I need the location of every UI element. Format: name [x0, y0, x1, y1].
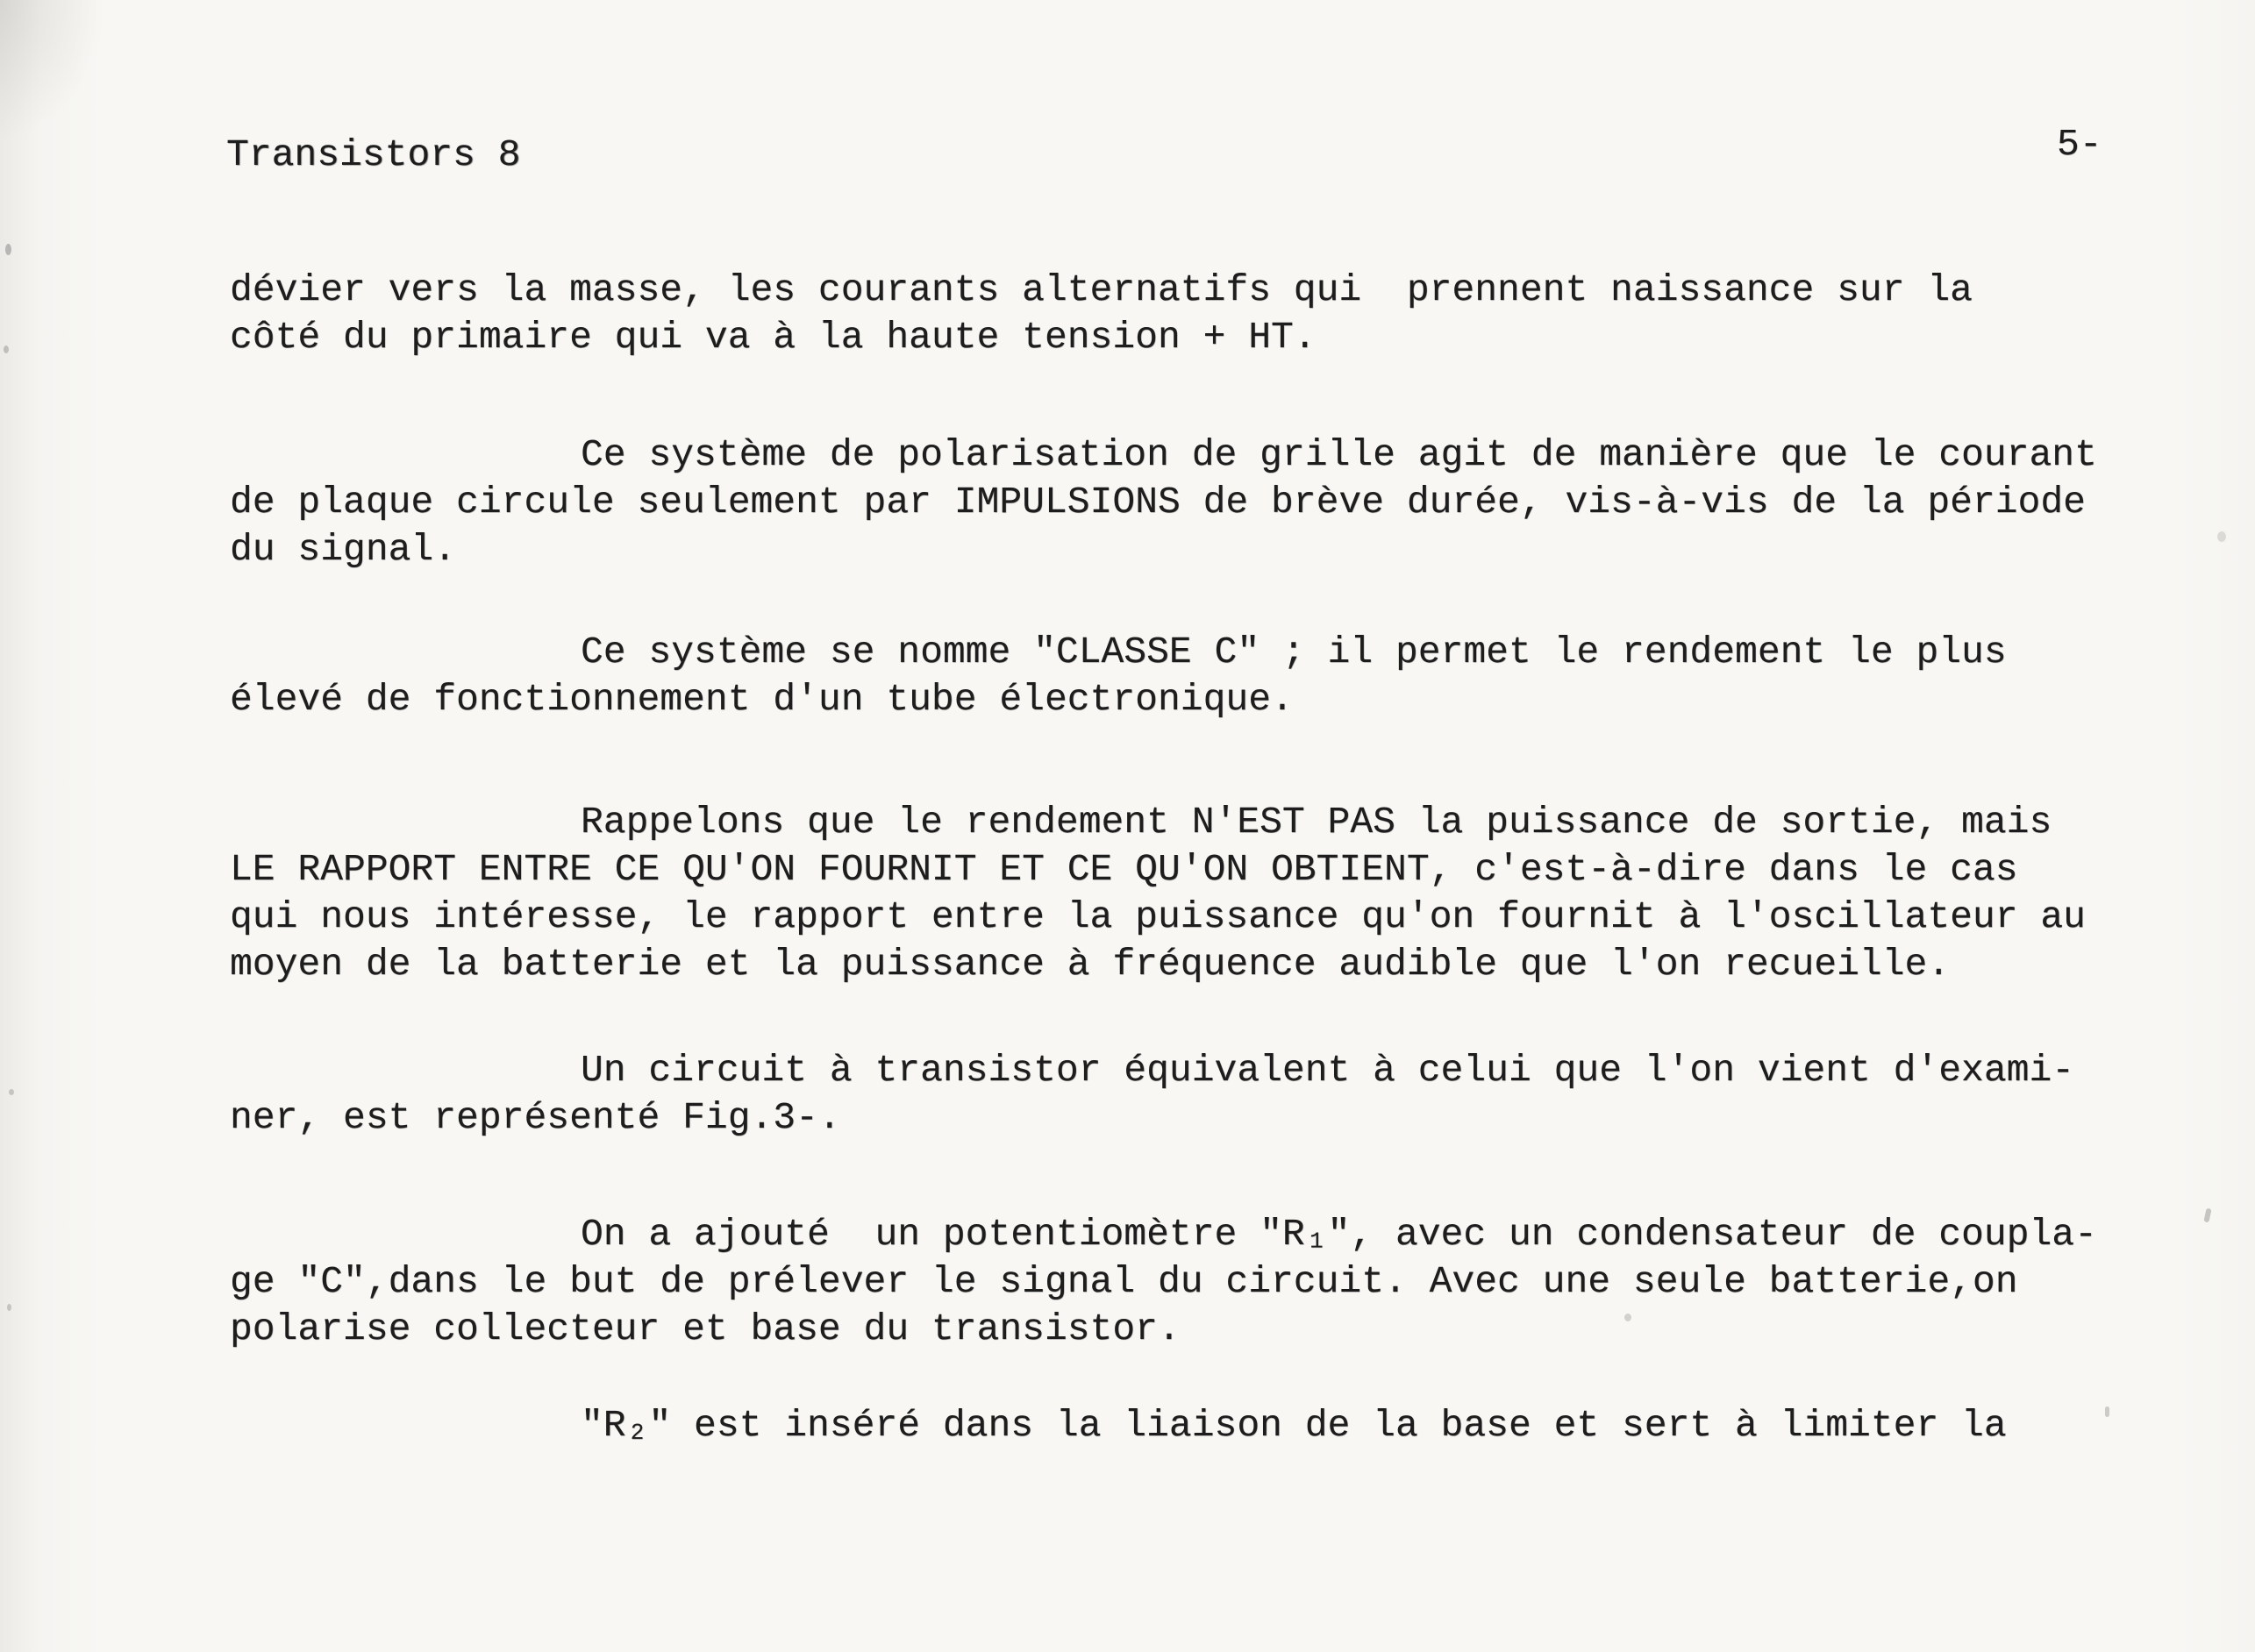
paragraph-7 [230, 1402, 2186, 1449]
text-line: LE RAPPORT ENTRE CE QU'ON FOURNIT ET CE QU'ON OBTIENT, c'est-à-dire dans le cas [230, 848, 2018, 891]
scan-speck [2217, 531, 2226, 542]
text-line: dévier vers la masse, les courants alternatifs qui prennent naissance sur la [230, 268, 1973, 311]
text-line: On a ajouté un potentiomètre "R₁", avec un condensateur de coupla- [581, 1213, 2097, 1256]
paragraph-3 [230, 629, 2186, 723]
text-line: "R₂" est inséré dans la liaison de la base et sert à limiter la [581, 1404, 2007, 1447]
text-line: Ce système se nomme "CLASSE C" ; il permet le rendement le plus [581, 630, 2007, 673]
scan-corner-shade [0, 0, 105, 140]
text-line: qui nous intéresse, le rapport entre la puissance qu'on fournit à l'oscillateur au [230, 895, 2086, 938]
scan-speck [5, 244, 11, 255]
text-line: ge "C",dans le but de prélever le signal du circuit. Avec une seule batterie,on [230, 1260, 2018, 1303]
text-line: élevé de fonctionnement d'un tube électronique. [230, 678, 1294, 721]
text-line: Ce système de polarisation de grille agit de manière que le courant [581, 433, 2097, 476]
scan-speck [7, 1304, 11, 1311]
text-line: du signal. [230, 528, 457, 571]
text-line: de plaque circule seulement par IMPULSIONS de brève durée, vis-à-vis de la période [230, 481, 2086, 523]
text-line: ner, est représenté Fig.3-. [230, 1096, 841, 1139]
paragraph-1 [230, 267, 2186, 361]
paragraph-2 [230, 431, 2186, 573]
scan-speck [9, 1089, 14, 1095]
document-title: Transistors 8 [226, 133, 521, 176]
text-line: côté du primaire qui va à la haute tension + HT. [230, 316, 1317, 359]
text-line: Rappelons que le rendement N'EST PAS la puissance de sortie, mais [581, 801, 2052, 844]
page-number: 5- [2057, 123, 2102, 166]
paragraph-4 [230, 799, 2186, 988]
scan-speck [4, 345, 9, 353]
text-line: polarise collecteur et base du transistor. [230, 1307, 1181, 1350]
scan-speck [1624, 1314, 1631, 1321]
scan-speck [2203, 1208, 2211, 1223]
scan-speck [2105, 1406, 2109, 1417]
text-line: Un circuit à transistor équivalent à celui que l'on vient d'exami- [581, 1049, 2075, 1092]
paragraph-5 [230, 1047, 2186, 1142]
text-line: moyen de la batterie et la puissance à fréquence audible que l'on recueille. [230, 943, 1951, 986]
paragraph-6 [230, 1211, 2186, 1353]
